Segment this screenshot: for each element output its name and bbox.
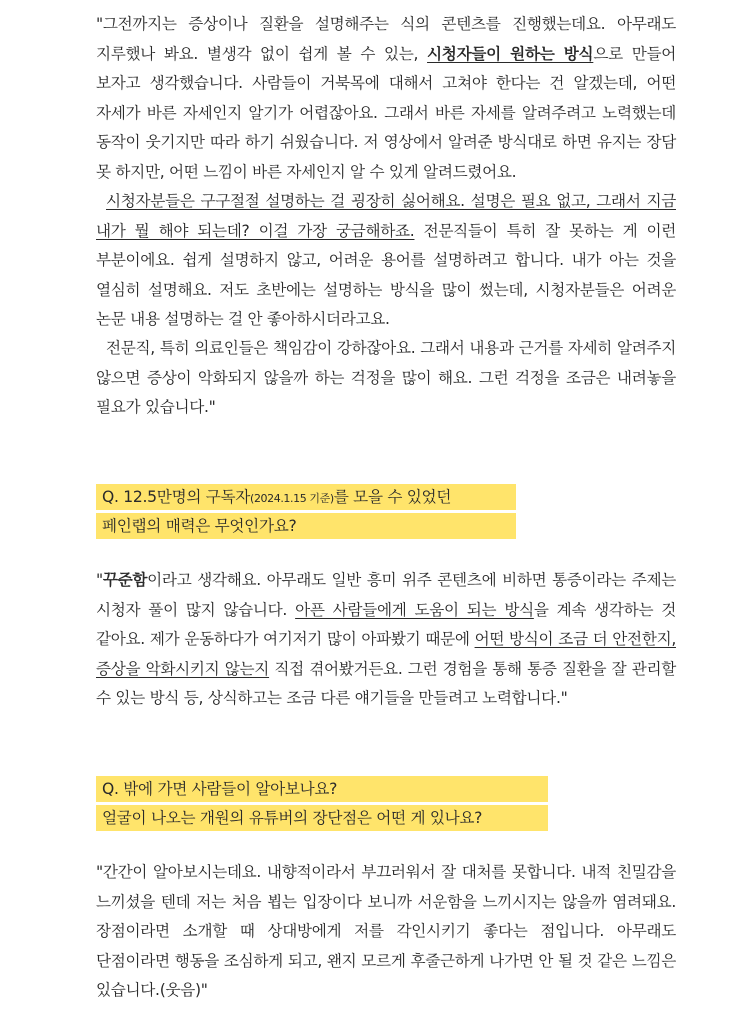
question-text: Q. 12.5만명의 구독자 <box>102 488 251 506</box>
answer-paragraph-5 <box>96 858 676 1006</box>
answer-text: 을 계속 생각하는 것 같아요. 제가 운동하다가 여기저기 많이 아파봤기 때문에 <box>96 600 676 648</box>
question-2-line-2 <box>96 805 548 831</box>
answer-text: 직접 겪어봤거든요. 그런 경험을 통해 통증 질환을 잘 관리할 수 있는 방식 등, 상식하고는 조금 다른 얘기들을 만들려고 노력합니다." <box>96 659 676 707</box>
answer-text: "그전까지는 증상이나 질환을 설명해주는 식의 콘텐츠를 진행했는데요. 아무래도 지루했나 봐요. 별생각 없이 쉽게 볼 수 있는, <box>96 15 676 63</box>
answer-text: 전문직, 특히 의료인들은 책임감이 강하잖아요. 그래서 내용과 근거를 자세히 알려주지 않으면 증상이 악화되지 않을까 하는 걱정을 많이 해요. 그런 걱정을 조금은 내려놓을 필요가 있습니다." <box>96 339 676 416</box>
emphasis-text: 꾸준함 <box>102 571 148 589</box>
underlined-text: 아픈 사람들에게 도움이 되는 방식 <box>295 600 534 619</box>
answer-paragraph-4 <box>96 566 676 714</box>
underlined-text: 시청자분들은 구구절절 설명하는 걸 굉장히 싫어해요. 설명은 필요 없고, 그래서 지금 내가 뭘 해야 되는데? 이걸 가장 궁금해하죠. <box>96 192 676 240</box>
question-note: (2024.1.15 기준) <box>250 492 334 505</box>
answer-text: "간간이 알아보시는데요. 내향적이라서 부끄러워서 잘 대처를 못합니다. 내적 친밀감을 느끼셨을 텐데 저는 처음 뵙는 입장이다 보니까 서운함을 느끼시지는 않을까 염려돼요. 장점이라면 소개할 때 상대방에게 저를 각인시키기 좋다는 점입니다. 아무래도 단점이라면 행동을 조심하게 되고, 왠지 모르게 후줄근하게 나가면 안 될 것 같은 느낌은 있습니다.(웃음)" <box>96 863 676 999</box>
question-text: 를 모을 수 있었던 <box>333 488 452 506</box>
answer-paragraph-3 <box>96 334 676 423</box>
question-2-line-1 <box>96 776 548 802</box>
emphasis-text: 시청자들이 원하는 방식 <box>427 44 594 63</box>
question-text: 얼굴이 나오는 개원의 유튜버의 장단점은 어떤 게 있나요? <box>102 809 483 827</box>
answer-paragraph-2 <box>96 187 676 335</box>
question-text: Q. 밖에 가면 사람들이 알아보나요? <box>102 780 338 798</box>
question-text: 페인랩의 매력은 무엇인가요? <box>102 517 297 535</box>
underlined-text: 어떤 방식이 조금 더 안전한지, 증상을 악화시키지 않는지 <box>96 630 676 678</box>
answer-text: 전문직들이 특히 잘 못하는 게 이런 부분이에요. 쉽게 설명하지 않고, 어려운 용어를 설명하려고 합니다. 내가 아는 것을 열심히 설명해요. 저도 초반에는 설명하는 방식을 많이 썼는데, 시청자분들은 어려운 논문 내용 설명하는 걸 안 좋아하시더라고요. <box>96 221 676 328</box>
question-1-line-1 <box>96 484 516 510</box>
answer-text: 이라고 생각해요. 아무래도 일반 흥미 위주 콘텐츠에 비하면 통증이라는 주제는 시청자 풀이 많지 않습니다. <box>96 571 676 619</box>
answer-text: " <box>96 571 103 589</box>
question-1-line-2 <box>96 513 516 539</box>
answer-paragraph-1 <box>96 10 676 187</box>
answer-text: 으로 만들어 보자고 생각했습니다. 사람들이 거북목에 대해서 고쳐야 한다는 건 알겠는데, 어떤 자세가 바른 자세인지 알기가 어렵잖아요. 그래서 바른 자세를 알려주려고 노력했는데 동작이 웃기지만 따라 하기 쉬웠습니다. 저 영상에서 알려준 방식대로 하면 유지는 장담 못 하지만, 어떤 느낌이 바른 자세인지 알 수 있게 알려드렸어요. <box>96 44 676 181</box>
